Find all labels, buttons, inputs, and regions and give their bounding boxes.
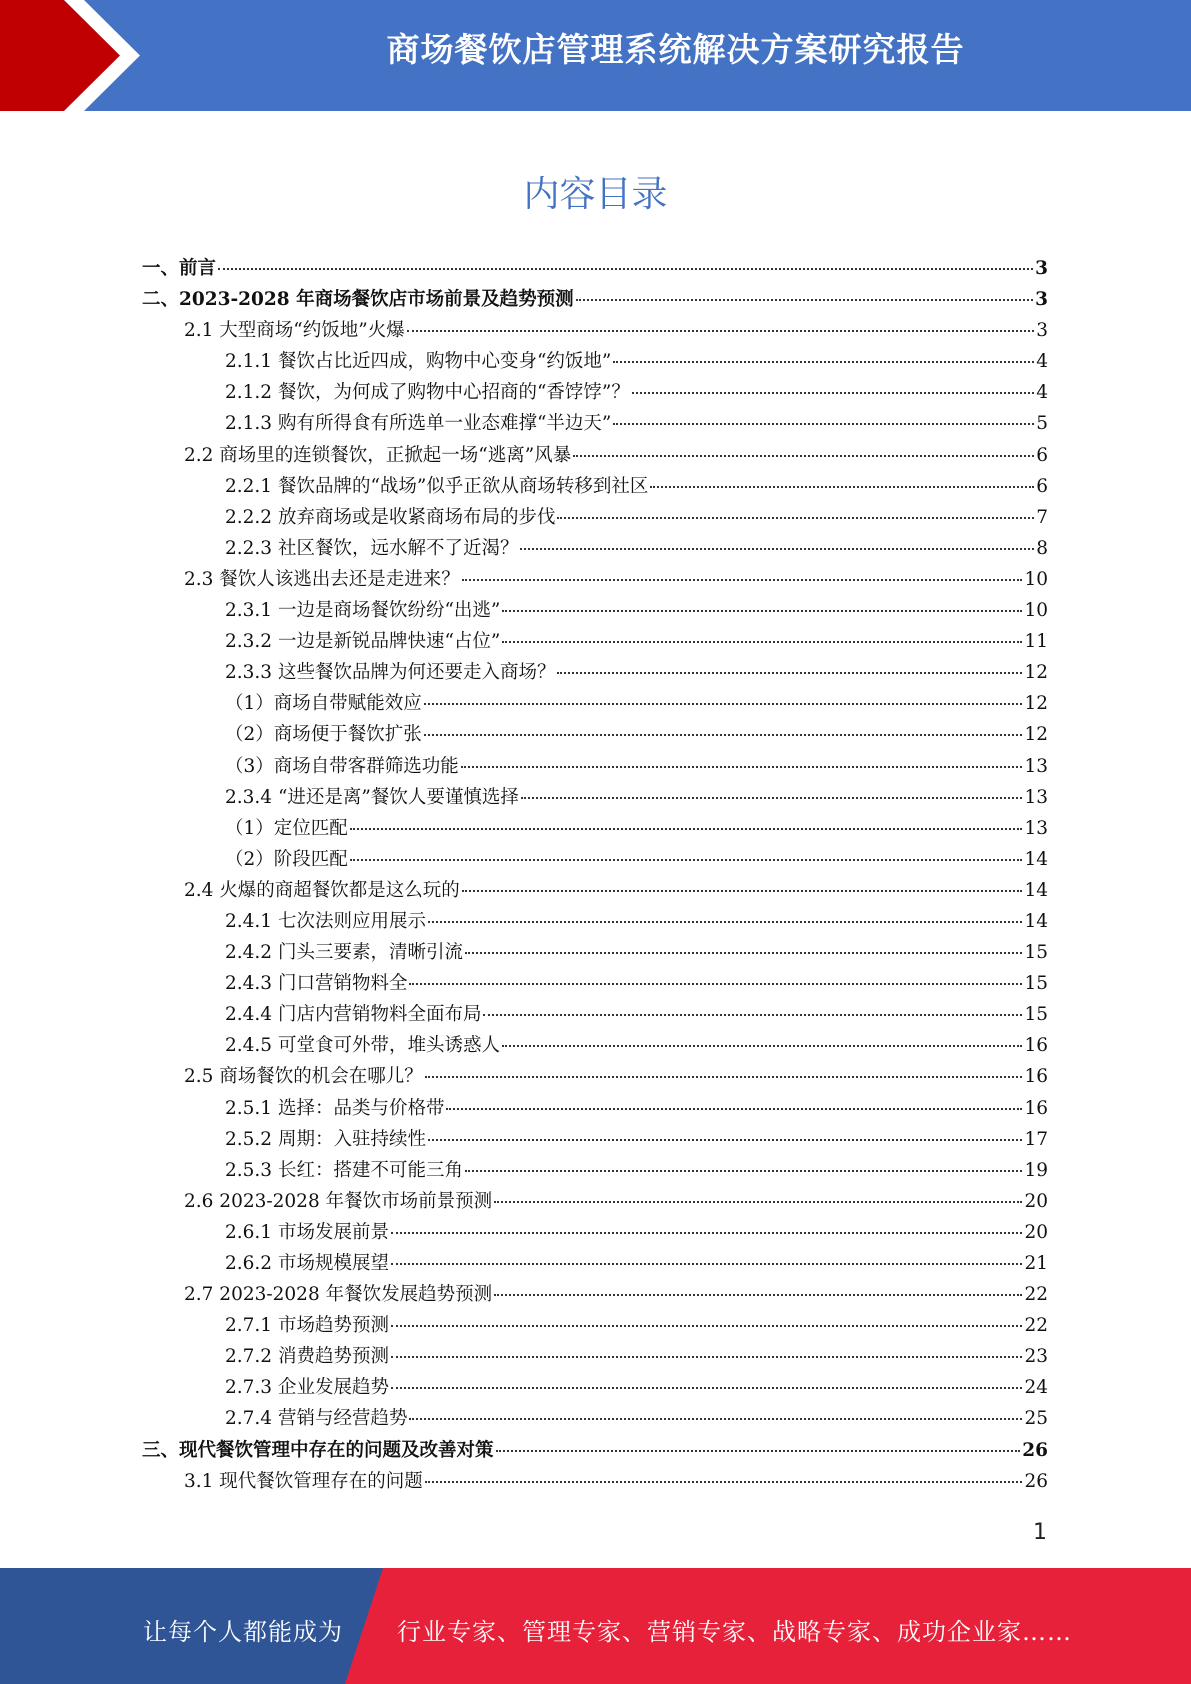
toc-entry[interactable]: [142, 689, 1048, 720]
toc-entry[interactable]: [142, 347, 1048, 378]
toc-entry-page: 5: [1036, 413, 1048, 435]
toc-entry[interactable]: [142, 1156, 1048, 1187]
toc-entry-title: （1）定位匹配: [225, 817, 348, 839]
toc-entry-page: 24: [1024, 1377, 1048, 1399]
toc-dot-leader: [461, 766, 1023, 768]
toc-dot-leader: [496, 1450, 1021, 1452]
toc-entry-title: 2.6.1 市场发展前景: [225, 1221, 389, 1243]
toc-entry-page: 14: [1024, 848, 1048, 870]
toc-entry[interactable]: [142, 627, 1048, 658]
toc-entry-title: 2.5.2 周期：入驻持续性: [225, 1128, 426, 1150]
toc-entry[interactable]: [142, 1280, 1048, 1311]
toc-entry-title: 2.3.4 “进还是离”餐饮人要谨慎选择: [225, 786, 519, 808]
toc-dot-leader: [391, 1356, 1022, 1358]
toc-entry-page: 3: [1035, 289, 1048, 311]
toc-entry-title: 2.5.1 选择：品类与价格带: [225, 1097, 445, 1119]
toc-dot-leader: [409, 983, 1022, 985]
toc-entry-title: 2.5.3 长红：搭建不可能三角: [225, 1159, 463, 1181]
toc-dot-leader: [218, 268, 1033, 270]
toc-entry-title: 2.6.2 市场规模展望: [225, 1253, 389, 1274]
toc-entry-title: 2.1 大型商场“约饭地”火爆: [184, 320, 405, 342]
toc-entry-title: 2.4.4 门店内营销物料全面布局: [225, 1004, 482, 1026]
toc-dot-leader: [462, 579, 1023, 581]
toc-entry[interactable]: [142, 1249, 1048, 1280]
toc-entry[interactable]: [142, 1218, 1048, 1249]
toc-entry-page: 7: [1036, 506, 1048, 528]
toc-dot-leader: [424, 703, 1023, 705]
toc-dot-leader: [502, 641, 1022, 643]
toc-entry-page: 15: [1024, 1004, 1048, 1026]
toc-entry-title: 2.3.1 一边是商场餐饮纷纷“出逃”: [225, 600, 501, 622]
toc-entry-title: 2.6 2023-2028 年餐饮市场前景预测: [184, 1190, 493, 1212]
toc-entry-title: 2.1.1 餐饮占比近四成，购物中心变身“约饭地”: [225, 351, 612, 373]
toc-entry-page: 12: [1024, 662, 1048, 684]
toc-dot-leader: [407, 330, 1035, 332]
toc-entry-page: 4: [1036, 382, 1048, 404]
toc-entry-page: 13: [1024, 755, 1048, 777]
toc-entry-page: 13: [1024, 786, 1048, 808]
toc-entry-page: 14: [1024, 910, 1048, 932]
toc-entry[interactable]: [142, 409, 1048, 440]
toc-entry-page: 15: [1024, 973, 1048, 995]
toc-entry[interactable]: [142, 472, 1048, 503]
toc-entry-page: 8: [1036, 537, 1048, 559]
toc-entry-page: 16: [1024, 1097, 1048, 1119]
toc-entry-title: 三、现代餐饮管理中存在的问题及改善对策: [142, 1439, 494, 1461]
toc-dot-leader: [502, 610, 1022, 612]
toc-entry-page: 10: [1024, 600, 1048, 622]
toc-entry-title: 2.3.3 这些餐饮品牌为何还要走入商场？: [225, 662, 556, 684]
toc-dot-leader: [350, 859, 1023, 861]
toc-dot-leader: [465, 1170, 1022, 1172]
toc-entry-page: 22: [1024, 1315, 1048, 1337]
toc-entry-title: 2.2.2 放弃商场或是收紧商场布局的步伐: [225, 506, 556, 528]
toc-entry[interactable]: [142, 845, 1048, 876]
footer-slogan-left: 让每个人都能成为: [143, 1618, 343, 1646]
toc-entry[interactable]: [142, 285, 1048, 316]
header-banner: [0, 0, 1191, 111]
toc-entry[interactable]: [142, 1373, 1048, 1404]
footer-banner: [0, 1568, 1191, 1684]
toc-dot-leader: [391, 1325, 1022, 1327]
page-number: 1: [1033, 1520, 1047, 1545]
toc-entry[interactable]: [142, 876, 1048, 907]
toc-entry-page: 12: [1024, 724, 1048, 746]
toc-dot-leader: [494, 1201, 1022, 1203]
toc-entry-title: 2.5 商场餐饮的机会在哪儿？: [184, 1066, 423, 1088]
toc-entry[interactable]: [142, 1404, 1048, 1435]
toc-entry[interactable]: [142, 814, 1048, 845]
toc-entry[interactable]: [142, 720, 1048, 751]
toc-entry-title: 2.2.3 社区餐饮，远水解不了近渴？: [225, 537, 519, 559]
toc-dot-leader: [576, 299, 1034, 301]
toc-entry[interactable]: [142, 503, 1048, 534]
toc-entry[interactable]: [142, 596, 1048, 627]
toc-entry-title: 2.4.1 七次法则应用展示: [225, 910, 426, 932]
toc-entry-title: 2.4.2 门头三要素，清晰引流: [225, 942, 463, 964]
toc-entry[interactable]: [142, 1031, 1048, 1062]
toc-entry-page: 16: [1024, 1035, 1048, 1057]
toc-entry-page: 12: [1024, 693, 1048, 715]
toc-entry-page: 25: [1024, 1408, 1048, 1430]
toc-entry-title: 2.1.3 购有所得食有所选单一业态难撑“半边天”: [225, 413, 612, 435]
toc-dot-leader: [462, 890, 1023, 892]
toc-entry-title: （2）阶段匹配: [225, 848, 348, 870]
toc-dot-leader: [650, 486, 1034, 488]
toc-entry-page: 13: [1024, 817, 1048, 839]
toc-entry-page: 21: [1024, 1253, 1048, 1274]
toc-entry-page: 10: [1024, 568, 1048, 590]
toc-entry-page: 20: [1024, 1221, 1048, 1243]
document-title: 商场餐饮店管理系统解决方案研究报告: [386, 30, 965, 69]
toc-entry-page: 6: [1036, 475, 1048, 497]
toc-entry-title: 2.4 火爆的商超餐饮都是这么玩的: [184, 879, 460, 901]
toc-entry[interactable]: [142, 1311, 1048, 1342]
toc-entry[interactable]: [142, 1000, 1048, 1031]
toc-entry-title: 2.2.1 餐饮品牌的“战场”似乎正欲从商场转移到社区: [225, 475, 649, 497]
toc-dot-leader: [428, 921, 1022, 923]
footer-slogan-right: 行业专家、管理专家、营销专家、战略专家、成功企业家……: [397, 1618, 1072, 1646]
toc-dot-leader: [483, 1014, 1022, 1016]
table-of-contents: [142, 254, 1048, 1498]
toc-dot-leader: [521, 797, 1023, 799]
toc-entry[interactable]: [142, 1125, 1048, 1156]
toc-entry-title: 2.4.5 可堂食可外带，堆头诱惑人: [225, 1035, 500, 1057]
toc-entry[interactable]: [142, 752, 1048, 783]
toc-dot-leader: [446, 1108, 1022, 1110]
toc-dot-leader: [573, 455, 1034, 457]
toc-entry-title: 2.2 商场里的连锁餐饮，正掀起一场“逃离”风暴: [184, 444, 572, 466]
toc-entry-page: 3: [1035, 258, 1048, 279]
toc-entry[interactable]: [142, 1062, 1048, 1093]
toc-entry[interactable]: [142, 1342, 1048, 1373]
toc-entry-page: 6: [1036, 444, 1048, 466]
toc-dot-leader: [520, 548, 1034, 550]
toc-entry-title: （1）商场自带赋能效应: [225, 693, 422, 715]
toc-dot-leader: [428, 1139, 1022, 1141]
toc-entry-title: 2.3 餐饮人该逃出去还是走进来？: [184, 568, 460, 590]
toc-entry[interactable]: [142, 316, 1048, 347]
toc-entry[interactable]: [142, 441, 1048, 472]
toc-entry-title: 2.7.3 企业发展趋势: [225, 1377, 389, 1399]
toc-entry-title: （3）商场自带客群筛选功能: [225, 755, 459, 777]
toc-dot-leader: [391, 1263, 1022, 1265]
toc-entry[interactable]: [142, 1187, 1048, 1218]
toc-dot-leader: [424, 734, 1023, 736]
toc-dot-leader: [391, 1232, 1022, 1234]
toc-entry[interactable]: [142, 1467, 1048, 1498]
toc-entry-title: 二、2023-2028 年商场餐饮店市场前景及趋势预测: [142, 289, 574, 311]
toc-entry-page: 19: [1024, 1159, 1048, 1181]
toc-entry-title: 2.7.1 市场趋势预测: [225, 1315, 389, 1337]
toc-entry-page: 11: [1024, 631, 1048, 653]
toc-entry-title: 2.4.3 门口营销物料全: [225, 973, 408, 995]
toc-entry[interactable]: [142, 783, 1048, 814]
toc-entry[interactable]: [142, 1436, 1048, 1467]
toc-dot-leader: [557, 517, 1034, 519]
toc-entry[interactable]: [142, 969, 1048, 1000]
header-arrow-decoration: [0, 0, 160, 111]
toc-dot-leader: [425, 1076, 1023, 1078]
toc-dot-leader: [502, 1045, 1022, 1047]
toc-dot-leader: [350, 828, 1023, 830]
toc-dot-leader: [465, 952, 1022, 954]
toc-dot-leader: [391, 1387, 1022, 1389]
toc-entry-page: 17: [1024, 1128, 1048, 1150]
toc-entry-title: （2）商场便于餐饮扩张: [225, 724, 422, 746]
toc-dot-leader: [613, 423, 1034, 425]
toc-entry[interactable]: [142, 565, 1048, 596]
toc-dot-leader: [425, 1481, 1023, 1483]
toc-entry-page: 16: [1024, 1066, 1048, 1088]
toc-entry[interactable]: [142, 938, 1048, 969]
toc-entry-page: 22: [1024, 1284, 1048, 1306]
toc-entry-page: 4: [1036, 351, 1048, 373]
toc-entry-page: 23: [1024, 1346, 1048, 1368]
toc-dot-leader: [613, 361, 1034, 363]
toc-entry-title: 2.7.2 消费趋势预测: [225, 1346, 389, 1368]
toc-entry-title: 2.3.2 一边是新锐品牌快速“占位”: [225, 631, 501, 653]
toc-entry-page: 26: [1024, 1470, 1048, 1492]
toc-entry-title: 2.7.4 营销与经营趋势: [225, 1408, 408, 1430]
toc-heading: 内容目录: [523, 174, 668, 215]
toc-entry-title: 一、前言: [142, 258, 217, 279]
toc-dot-leader: [632, 392, 1034, 394]
toc-entry[interactable]: [142, 378, 1048, 409]
toc-entry-title: 2.1.2 餐饮，为何成了购物中心招商的“香饽饽”？: [225, 382, 630, 404]
toc-entry-title: 2.7 2023-2028 年餐饮发展趋势预测: [184, 1284, 493, 1306]
toc-dot-leader: [409, 1418, 1022, 1420]
toc-dot-leader: [494, 1294, 1022, 1296]
toc-entry-page: 20: [1024, 1190, 1048, 1212]
toc-entry[interactable]: [142, 254, 1048, 285]
toc-entry-page: 26: [1022, 1439, 1048, 1461]
toc-entry-title: 3.1 现代餐饮管理存在的问题: [184, 1470, 423, 1492]
toc-dot-leader: [557, 672, 1022, 674]
toc-entry[interactable]: [142, 658, 1048, 689]
toc-entry[interactable]: [142, 534, 1048, 565]
toc-entry[interactable]: [142, 907, 1048, 938]
toc-entry-page: 3: [1036, 320, 1048, 342]
toc-entry-page: 15: [1024, 942, 1048, 964]
toc-entry-page: 14: [1024, 879, 1048, 901]
toc-entry[interactable]: [142, 1094, 1048, 1125]
